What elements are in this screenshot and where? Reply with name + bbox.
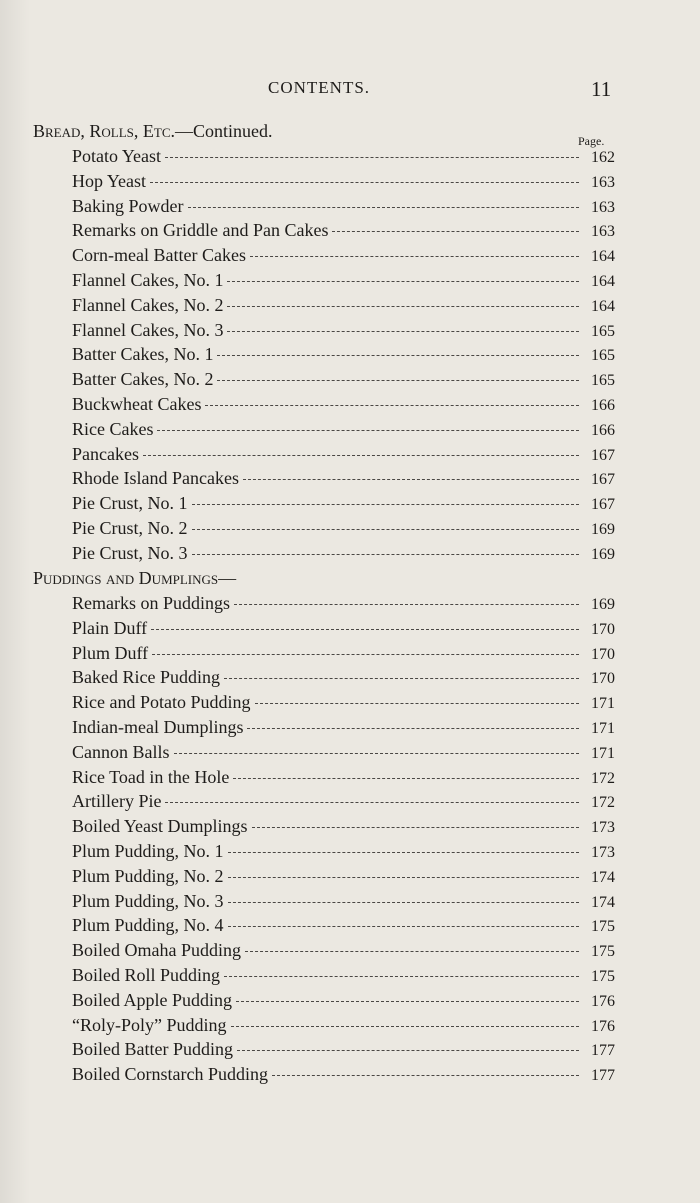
contents-entry	[72, 1015, 615, 1039]
entry-title: Plum Pudding, No. 1	[72, 841, 224, 861]
contents-entry	[72, 1064, 615, 1088]
entry-page-number: 175	[591, 918, 615, 936]
entry-title: Corn-meal Batter Cakes	[72, 245, 246, 266]
page-number: 11	[591, 77, 612, 101]
entry-page-number: 171	[591, 744, 615, 762]
entry-page-number: 172	[591, 769, 615, 787]
contents-entry	[72, 1039, 615, 1063]
entry-title: Plum Pudding, No. 2	[72, 865, 224, 886]
entry-page-number: 170	[591, 670, 615, 688]
entry-title: Batter Cakes, No. 1	[72, 344, 214, 365]
dot-leader	[227, 281, 579, 282]
dot-leader	[165, 157, 579, 158]
entry-title: Hop Yeast	[72, 170, 147, 191]
dot-leader	[224, 976, 579, 977]
contents-entry	[72, 742, 615, 766]
entry-title: Plain Duff	[72, 617, 148, 638]
page-column-label: Page.	[578, 134, 605, 148]
entry-title: Flannel Cakes, No. 3	[72, 319, 224, 340]
section-heading-suffix: —Continued.	[175, 121, 273, 141]
entry-page-number: 171	[591, 720, 615, 737]
entry-title: Rice and Potato Pudding	[72, 692, 251, 713]
contents-entry	[72, 692, 615, 716]
dot-leader	[205, 405, 579, 406]
contents-entry	[72, 791, 615, 815]
entry-page-number: 174	[591, 893, 615, 911]
dot-leader	[228, 877, 579, 878]
entry-page-number: 167	[591, 496, 615, 514]
contents-entry	[72, 915, 615, 939]
entry-title: Baked Rice Pudding	[72, 667, 220, 688]
entry-page-number: 176	[591, 992, 615, 1010]
entry-title: Pancakes	[72, 443, 139, 464]
entry-page-number: 167	[591, 471, 615, 489]
contents-entry	[72, 816, 615, 840]
contents-entry	[72, 171, 615, 195]
dot-leader	[231, 1026, 579, 1027]
dot-leader	[228, 926, 579, 927]
dot-leader	[243, 479, 579, 480]
contents-entry	[72, 866, 615, 890]
dot-leader	[227, 306, 579, 307]
dot-leader	[165, 802, 579, 803]
contents-entry	[72, 667, 615, 691]
dot-leader	[192, 554, 579, 555]
dot-leader	[234, 604, 579, 605]
entry-page-number: 173	[591, 844, 615, 861]
section-heading-puddings	[33, 568, 236, 589]
dot-leader	[332, 231, 579, 232]
dot-leader	[247, 728, 579, 729]
entry-page-number: 176	[591, 1017, 615, 1035]
entry-page-number: 172	[591, 794, 615, 812]
entry-title: Plum Duff	[72, 642, 149, 663]
entry-title: Remarks on Griddle and Pan Cakes	[72, 220, 329, 241]
dot-leader	[236, 1001, 579, 1002]
page-title: CONTENTS.	[268, 78, 371, 97]
dot-leader	[192, 529, 579, 530]
contents-entry	[72, 841, 615, 865]
entry-title: Boiled Batter Pudding	[72, 1039, 233, 1060]
dot-leader	[227, 331, 579, 332]
entry-page-number: 170	[591, 620, 615, 638]
entry-title: Batter Cakes, No. 2	[72, 369, 214, 390]
entry-title: Boiled Omaha Pudding	[72, 940, 241, 961]
entry-page-number: 162	[591, 149, 615, 166]
dot-leader	[228, 902, 579, 903]
section-heading-main: Puddings and Dumplings	[33, 568, 219, 588]
entry-page-number: 169	[591, 545, 615, 563]
contents-entry	[72, 618, 615, 642]
dot-leader	[237, 1050, 579, 1051]
contents-entry	[72, 344, 615, 368]
entry-title: Plum Pudding, No. 4	[72, 915, 224, 936]
entry-title: Boiled Cornstarch Pudding	[72, 1064, 268, 1085]
entry-title: Pie Crust, No. 3	[72, 542, 188, 563]
entry-page-number: 166	[591, 421, 615, 439]
contents-entry	[72, 468, 615, 492]
entry-page-number: 173	[591, 819, 615, 837]
contents-entry	[72, 196, 615, 220]
contents-entry	[72, 518, 615, 542]
contents-entry	[72, 220, 615, 244]
entry-title: Baking Powder	[72, 195, 184, 216]
entry-title: Plum Pudding, No. 3	[72, 890, 224, 911]
dot-leader	[255, 703, 580, 704]
entry-page-number: 165	[591, 347, 615, 365]
dot-leader	[245, 951, 579, 952]
entry-page-number: 163	[591, 198, 615, 216]
dot-leader	[192, 504, 579, 505]
dot-leader	[143, 455, 579, 456]
entry-page-number: 169	[591, 521, 615, 538]
entry-title: Boiled Yeast Dumplings	[72, 816, 248, 837]
entry-page-number: 163	[591, 223, 615, 241]
contents-entry	[72, 767, 615, 791]
dot-leader	[224, 678, 579, 679]
dot-leader	[174, 753, 580, 754]
contents-entry	[72, 369, 615, 393]
entry-title: Rice Toad in the Hole	[72, 766, 230, 787]
section-heading-suffix: —	[218, 568, 237, 588]
entry-page-number: 167	[591, 446, 615, 464]
contents-entry	[72, 643, 615, 667]
contents-entry	[72, 394, 615, 418]
entry-title: Pie Crust, No. 1	[72, 493, 188, 514]
dot-leader	[217, 355, 579, 356]
entry-page-number: 175	[591, 968, 615, 985]
entry-title: Boiled Roll Pudding	[72, 965, 221, 985]
entry-title: Flannel Cakes, No. 1	[72, 270, 224, 290]
dot-leader	[233, 778, 579, 779]
contents-entry	[72, 891, 615, 915]
section-heading-bread	[33, 121, 273, 142]
contents-entry	[72, 965, 615, 989]
contents-entry	[72, 940, 615, 964]
entry-title: “Roly-Poly” Pudding	[72, 1014, 227, 1035]
dot-leader	[250, 256, 579, 257]
dot-leader	[188, 207, 580, 208]
entry-page-number: 177	[591, 1042, 615, 1060]
dot-leader	[228, 852, 579, 853]
entry-page-number: 165	[591, 322, 615, 340]
entry-page-number: 164	[591, 248, 615, 266]
contents-entry	[72, 543, 615, 567]
entry-page-number: 171	[591, 695, 615, 713]
dot-leader	[252, 827, 579, 828]
section-heading-main: Bread, Rolls, Etc.	[33, 121, 176, 141]
entry-title: Rhode Island Pancakes	[72, 468, 239, 489]
entry-title: Cannon Balls	[72, 741, 170, 762]
contents-entry	[72, 146, 615, 170]
dot-leader	[152, 654, 579, 655]
entry-title: Artillery Pie	[72, 791, 162, 812]
dot-leader	[150, 182, 579, 183]
entry-page-number: 169	[591, 596, 615, 613]
entry-page-number: 164	[591, 297, 615, 315]
entry-title: Pie Crust, No. 2	[72, 518, 188, 538]
contents-entry	[72, 270, 615, 294]
contents-entry	[72, 245, 615, 269]
contents-entry	[72, 493, 615, 517]
dot-leader	[217, 380, 579, 381]
running-head	[0, 78, 700, 102]
contents-entry	[72, 320, 615, 344]
contents-entry	[72, 593, 615, 617]
entry-page-number: 177	[591, 1067, 615, 1085]
entry-title: Indian-meal Dumplings	[72, 717, 244, 737]
entry-title: Buckwheat Cakes	[72, 394, 202, 414]
dot-leader	[272, 1075, 579, 1076]
contents-entry	[72, 295, 615, 319]
entry-title: Flannel Cakes, No. 2	[72, 294, 224, 315]
dot-leader	[151, 629, 579, 630]
entry-page-number: 166	[591, 397, 615, 414]
entry-page-number: 165	[591, 372, 615, 390]
entry-page-number: 174	[591, 868, 615, 886]
entry-page-number: 170	[591, 645, 615, 663]
dot-leader	[157, 430, 579, 431]
contents-entry	[72, 717, 615, 741]
entry-page-number: 164	[591, 273, 615, 290]
entry-page-number: 175	[591, 943, 615, 961]
entry-page-number: 163	[591, 173, 615, 191]
contents-entry	[72, 444, 615, 468]
contents-entry	[72, 419, 615, 443]
contents-entry	[72, 990, 615, 1014]
entry-title: Remarks on Puddings	[72, 593, 231, 613]
entry-title: Potato Yeast	[72, 146, 162, 166]
entry-title: Boiled Apple Pudding	[72, 989, 233, 1010]
entry-title: Rice Cakes	[72, 418, 154, 439]
